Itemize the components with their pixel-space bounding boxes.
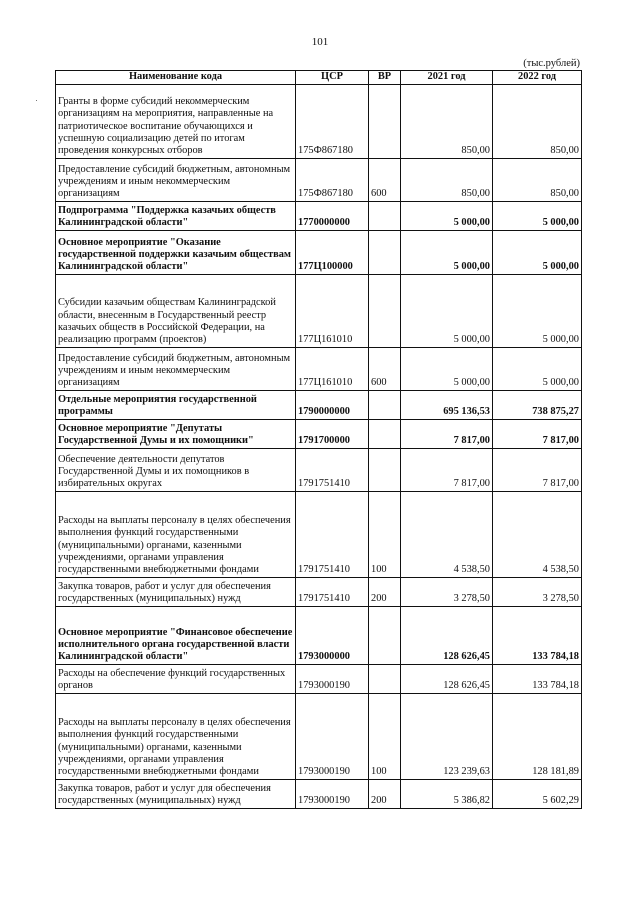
- row-csr: 1793000190: [296, 694, 369, 780]
- row-value-2021: 5 000,00: [401, 202, 493, 231]
- row-name: Подпрограмма "Поддержка казачьих обществ Калининградской области": [56, 202, 296, 231]
- row-name: Расходы на обеспечение функций государственных органов: [56, 665, 296, 694]
- header-name: Наименование кода: [56, 71, 296, 85]
- row-vr: [369, 391, 401, 420]
- row-csr: 1790000000: [296, 391, 369, 420]
- row-vr: [369, 665, 401, 694]
- row-vr: 100: [369, 694, 401, 780]
- row-vr: 600: [369, 348, 401, 391]
- row-csr: 1770000000: [296, 202, 369, 231]
- row-name: Обеспечение деятельности депутатов Государственной Думы и их помощников в избирательных округах: [56, 449, 296, 492]
- unit-note: (тыс.рублей): [523, 58, 580, 69]
- budget-table: [55, 70, 582, 809]
- row-csr: 175Ф867180: [296, 159, 369, 202]
- row-value-2021: 850,00: [401, 159, 493, 202]
- table-body: [56, 85, 582, 809]
- row-value-2021: 695 136,53: [401, 391, 493, 420]
- row-name: Расходы на выплаты персоналу в целях обеспечения выполнения функций государственными (муниципальными) органами, казенными учреждениями, органами управления государственными внебюджетными фондами: [56, 492, 296, 578]
- table-row: [56, 665, 582, 694]
- row-csr: 177Ц161010: [296, 275, 369, 348]
- row-value-2022: 4 538,50: [493, 492, 582, 578]
- row-vr: 100: [369, 492, 401, 578]
- row-value-2021: 123 239,63: [401, 694, 493, 780]
- table-row: [56, 159, 582, 202]
- row-value-2022: 850,00: [493, 159, 582, 202]
- row-value-2022: 133 784,18: [493, 607, 582, 665]
- row-vr: 200: [369, 780, 401, 809]
- row-csr: 1791751410: [296, 492, 369, 578]
- row-vr: [369, 420, 401, 449]
- row-value-2021: 3 278,50: [401, 578, 493, 607]
- row-vr: [369, 85, 401, 159]
- row-value-2022: 850,00: [493, 85, 582, 159]
- header-csr: ЦСР: [296, 71, 369, 85]
- row-value-2021: 128 626,45: [401, 607, 493, 665]
- row-value-2021: 128 626,45: [401, 665, 493, 694]
- scan-speck: [36, 100, 37, 101]
- row-vr: 600: [369, 159, 401, 202]
- row-name: Закупка товаров, работ и услуг для обеспечения государственных (муниципальных) нужд: [56, 578, 296, 607]
- row-vr: [369, 202, 401, 231]
- row-value-2021: 7 817,00: [401, 420, 493, 449]
- row-value-2021: 5 000,00: [401, 348, 493, 391]
- row-name: Субсидии казачьим обществам Калининградской области, внесенным в Государственный реестр казачьих обществ в Российской Федерации, на реализацию программ (проектов): [56, 275, 296, 348]
- row-csr: 1791751410: [296, 578, 369, 607]
- row-name: Предоставление субсидий бюджетным, автономным учреждениям и иным некоммерческим организациям: [56, 348, 296, 391]
- table-header-row: [56, 71, 582, 85]
- table-row: [56, 391, 582, 420]
- row-value-2022: 7 817,00: [493, 420, 582, 449]
- row-value-2022: 5 000,00: [493, 202, 582, 231]
- table-row: [56, 202, 582, 231]
- row-vr: [369, 231, 401, 275]
- row-vr: [369, 275, 401, 348]
- row-value-2022: 5 602,29: [493, 780, 582, 809]
- row-name: Закупка товаров, работ и услуг для обеспечения государственных (муниципальных) нужд: [56, 780, 296, 809]
- table-row: [56, 420, 582, 449]
- row-csr: 177Ц100000: [296, 231, 369, 275]
- row-csr: 1793000190: [296, 780, 369, 809]
- row-value-2021: 5 000,00: [401, 231, 493, 275]
- header-2021: 2021 год: [401, 71, 493, 85]
- row-value-2022: 5 000,00: [493, 348, 582, 391]
- table-row: [56, 85, 582, 159]
- row-name: Гранты в форме субсидий некоммерческим организациям на мероприятия, направленные на патриотическое воспитание обучающихся и успешную социализацию детей по итогам проведения конкурсных отборов: [56, 85, 296, 159]
- row-name: Основное мероприятие "Оказание государственной поддержки казачьим обществам Калининградской области": [56, 231, 296, 275]
- table-row: [56, 694, 582, 780]
- header-2022: 2022 год: [493, 71, 582, 85]
- row-value-2021: 850,00: [401, 85, 493, 159]
- row-value-2022: 128 181,89: [493, 694, 582, 780]
- table-row: [56, 348, 582, 391]
- row-value-2022: 3 278,50: [493, 578, 582, 607]
- row-value-2022: 133 784,18: [493, 665, 582, 694]
- row-name: Основное мероприятие "Депутаты Государственной Думы и их помощники": [56, 420, 296, 449]
- row-value-2021: 5 386,82: [401, 780, 493, 809]
- row-vr: [369, 449, 401, 492]
- row-vr: [369, 607, 401, 665]
- table-row: [56, 449, 582, 492]
- row-vr: 200: [369, 578, 401, 607]
- table-row: [56, 578, 582, 607]
- row-value-2021: 7 817,00: [401, 449, 493, 492]
- row-value-2022: 7 817,00: [493, 449, 582, 492]
- row-csr: 1793000190: [296, 665, 369, 694]
- row-value-2021: 4 538,50: [401, 492, 493, 578]
- table-row: [56, 492, 582, 578]
- row-csr: 1793000000: [296, 607, 369, 665]
- row-name: Отдельные мероприятия государственной программы: [56, 391, 296, 420]
- row-value-2022: 5 000,00: [493, 231, 582, 275]
- row-value-2022: 738 875,27: [493, 391, 582, 420]
- page-number: 101: [311, 36, 329, 48]
- row-name: Предоставление субсидий бюджетным, автономным учреждениям и иным некоммерческим организациям: [56, 159, 296, 202]
- table-row: [56, 231, 582, 275]
- row-csr: 177Ц161010: [296, 348, 369, 391]
- row-csr: 1791751410: [296, 449, 369, 492]
- row-name: Основное мероприятие "Финансовое обеспечение исполнительного органа государственной власти Калининградской области": [56, 607, 296, 665]
- row-csr: 1791700000: [296, 420, 369, 449]
- row-value-2022: 5 000,00: [493, 275, 582, 348]
- table-row: [56, 275, 582, 348]
- header-vr: ВР: [369, 71, 401, 85]
- table-row: [56, 780, 582, 809]
- row-name: Расходы на выплаты персоналу в целях обеспечения выполнения функций государственными (муниципальными) органами, казенными учреждениями, органами управления государственными внебюджетными фондами: [56, 694, 296, 780]
- row-value-2021: 5 000,00: [401, 275, 493, 348]
- row-csr: 175Ф867180: [296, 85, 369, 159]
- table-row: [56, 607, 582, 665]
